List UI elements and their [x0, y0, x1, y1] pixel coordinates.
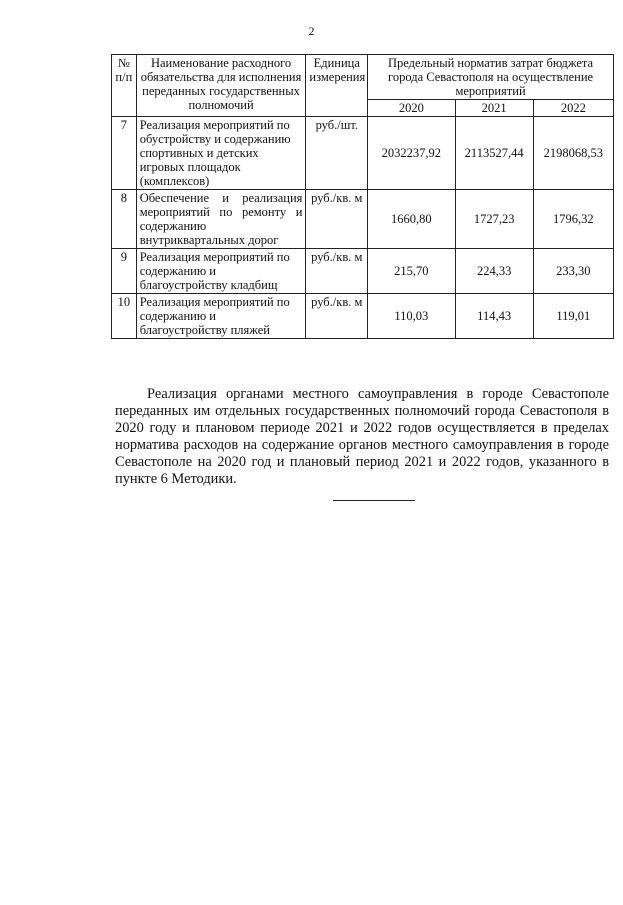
row-number: 10 — [112, 294, 137, 339]
table-row — [112, 294, 614, 339]
row-value: 2198068,53 — [533, 117, 613, 190]
row-unit: руб./шт. — [306, 117, 368, 190]
row-name: Обеспечение и реализация мероприятий по ремонту и содержанию внутриквартальных дорог — [136, 190, 306, 249]
row-value: 114,43 — [455, 294, 533, 339]
header-year: 2021 — [455, 100, 533, 117]
row-value: 1796,32 — [533, 190, 613, 249]
header-unit: Единица измерения — [306, 55, 368, 117]
row-number: 7 — [112, 117, 137, 190]
row-value: 1660,80 — [368, 190, 455, 249]
row-value: 119,01 — [533, 294, 613, 339]
row-name: Реализация мероприятий по содержанию и благоустройству кладбищ — [136, 249, 306, 294]
body-paragraph: Реализация органами местного самоуправления в городе Севастополе переданных им отдельных государственных полномочий города Севастополя в 2020 году и плановом периоде 2021 и 2022 годов осуществляется в пределах норматива расходов на содержание органов местного самоуправления в городе Севастополе на 2020 год и плановый период 2021 и 2022 годов, указанного в пункте 6 Методики. — [115, 386, 609, 488]
row-name: Реализация мероприятий по обустройству и содержанию спортивных и детских игровых площадок (комплексов) — [136, 117, 306, 190]
closing-line — [333, 500, 415, 501]
expense-norms-table — [111, 54, 614, 339]
table-row — [112, 190, 614, 249]
row-number: 9 — [112, 249, 137, 294]
row-value: 110,03 — [368, 294, 455, 339]
row-unit: руб./кв. м — [306, 294, 368, 339]
header-obligation-name: Наименование расходного обязательства для исполнения переданных государственных полномочий — [136, 55, 306, 117]
table-header-row — [112, 55, 614, 100]
header-year: 2022 — [533, 100, 613, 117]
page-number: 2 — [308, 24, 315, 38]
header-year: 2020 — [368, 100, 455, 117]
row-value: 233,30 — [533, 249, 613, 294]
row-value: 2113527,44 — [455, 117, 533, 190]
row-unit: руб./кв. м — [306, 190, 368, 249]
row-value: 224,33 — [455, 249, 533, 294]
row-value: 1727,23 — [455, 190, 533, 249]
row-value: 2032237,92 — [368, 117, 455, 190]
row-number: 8 — [112, 190, 137, 249]
header-number: № п/п — [112, 55, 137, 117]
table-row — [112, 249, 614, 294]
table-row — [112, 117, 614, 190]
header-limit: Предельный норматив затрат бюджета города Севастополя на осуществление мероприятий — [368, 55, 614, 100]
row-unit: руб./кв. м — [306, 249, 368, 294]
row-name: Реализация мероприятий по содержанию и благоустройству пляжей — [136, 294, 306, 339]
row-value: 215,70 — [368, 249, 455, 294]
